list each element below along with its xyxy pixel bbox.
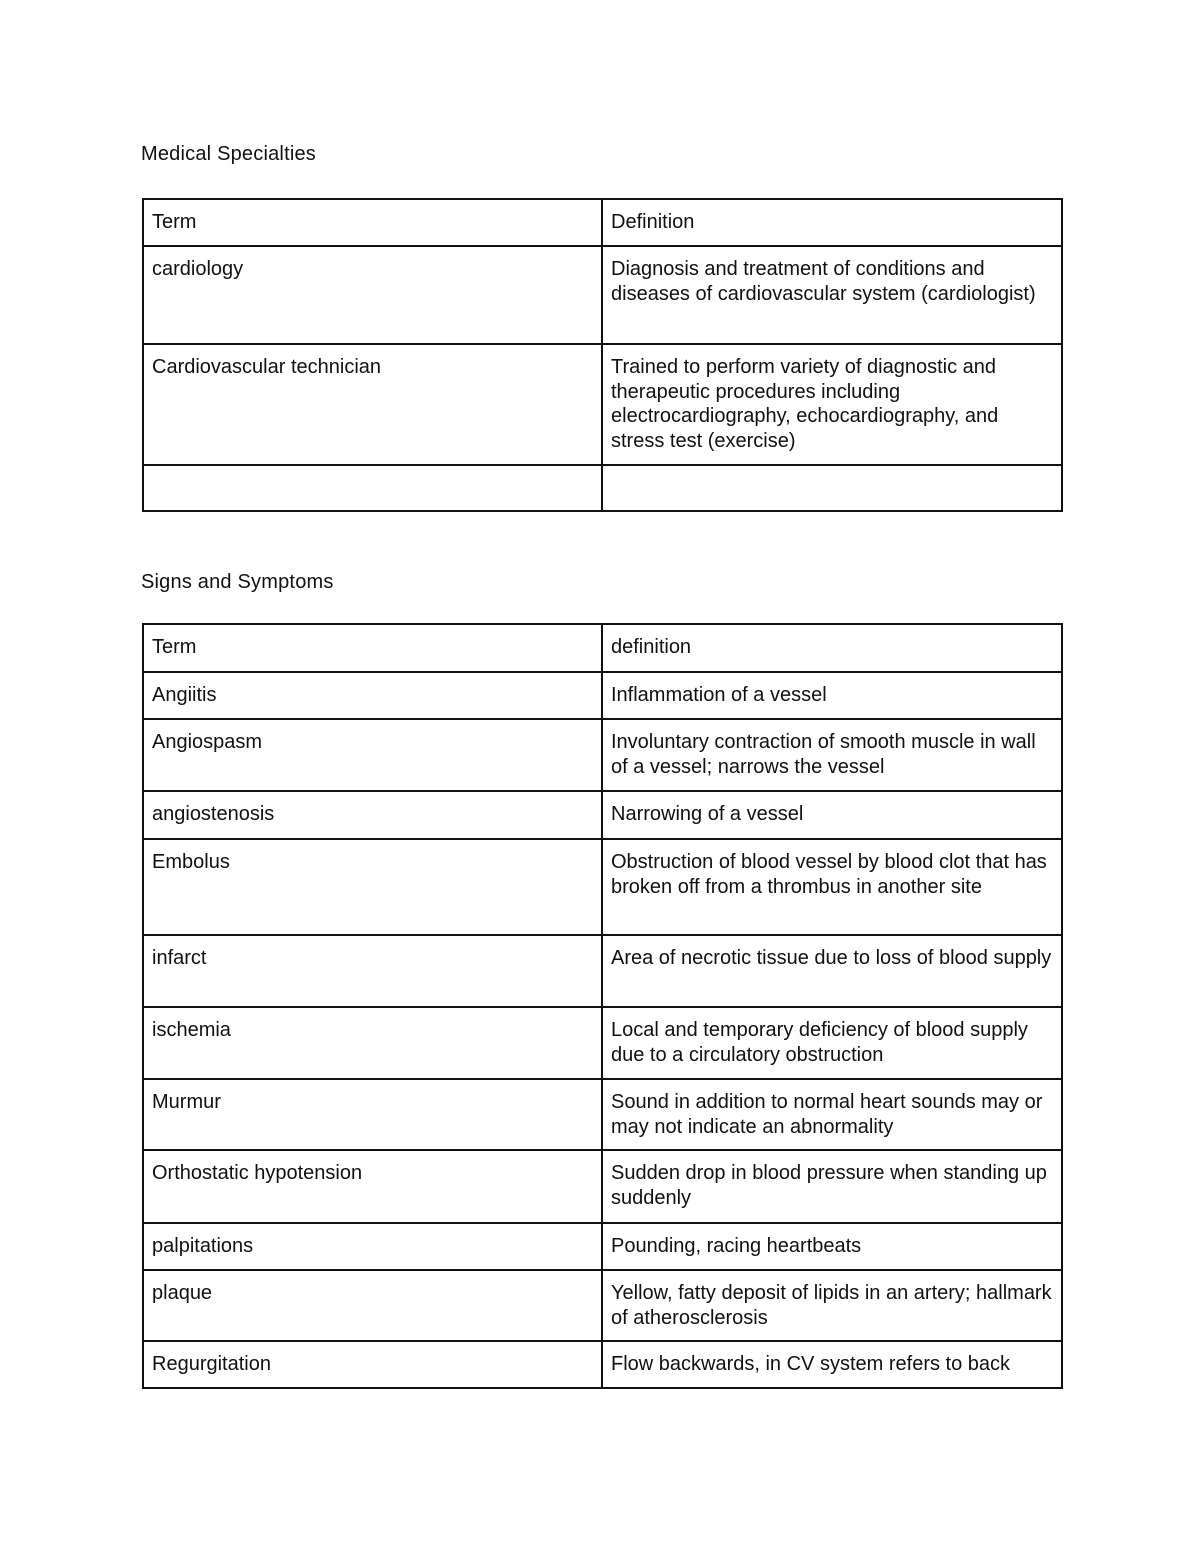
term-cell: Orthostatic hypotension	[143, 1150, 602, 1223]
table-row	[143, 465, 1062, 511]
definition-cell: Flow backwards, in CV system refers to back	[602, 1341, 1062, 1388]
table-header-row	[143, 624, 1062, 672]
table-row	[143, 1150, 1062, 1223]
term-cell: palpitations	[143, 1223, 602, 1270]
section-heading-signs-and-symptoms: Signs and Symptoms	[141, 571, 334, 593]
table-row	[143, 1341, 1062, 1388]
table-row	[143, 1223, 1062, 1270]
definition-cell: Sound in addition to normal heart sounds may or may not indicate an abnormality	[602, 1079, 1062, 1150]
signs-and-symptoms-table	[142, 623, 1063, 1389]
definition-cell: Pounding, racing heartbeats	[602, 1223, 1062, 1270]
medical-specialties-table	[142, 198, 1063, 512]
term-cell	[143, 465, 602, 511]
table-header-row	[143, 199, 1062, 246]
table-row	[143, 719, 1062, 791]
term-cell: Angiospasm	[143, 719, 602, 791]
term-header-cell: Term	[143, 199, 602, 246]
term-cell: infarct	[143, 935, 602, 1007]
term-header-cell: Term	[143, 624, 602, 672]
table-row	[143, 344, 1062, 465]
definition-cell: Diagnosis and treatment of conditions and diseases of cardiovascular system (cardiologist)	[602, 246, 1062, 344]
definition-cell: Involuntary contraction of smooth muscle in wall of a vessel; narrows the vessel	[602, 719, 1062, 791]
term-cell: Cardiovascular technician	[143, 344, 602, 465]
definition-cell: Area of necrotic tissue due to loss of blood supply	[602, 935, 1062, 1007]
definition-cell: Obstruction of blood vessel by blood clot that has broken off from a thrombus in another site	[602, 839, 1062, 935]
term-cell: Embolus	[143, 839, 602, 935]
table-row	[143, 1007, 1062, 1079]
term-cell: Murmur	[143, 1079, 602, 1150]
term-cell: angiostenosis	[143, 791, 602, 839]
table-row	[143, 935, 1062, 1007]
table-row	[143, 791, 1062, 839]
term-cell: Regurgitation	[143, 1341, 602, 1388]
definition-cell: Local and temporary deficiency of blood supply due to a circulatory obstruction	[602, 1007, 1062, 1079]
table-row	[143, 672, 1062, 719]
definition-cell: Trained to perform variety of diagnostic and therapeutic procedures including electrocardiography, echocardiography, and stress test (exercise)	[602, 344, 1062, 465]
term-cell: ischemia	[143, 1007, 602, 1079]
definition-cell	[602, 465, 1062, 511]
definition-cell: Sudden drop in blood pressure when standing up suddenly	[602, 1150, 1062, 1223]
table-row	[143, 1079, 1062, 1150]
table-row	[143, 246, 1062, 344]
definition-cell: Yellow, fatty deposit of lipids in an artery; hallmark of atherosclerosis	[602, 1270, 1062, 1341]
definition-cell: Narrowing of a vessel	[602, 791, 1062, 839]
section-heading-medical-specialties: Medical Specialties	[141, 143, 316, 165]
table-row	[143, 1270, 1062, 1341]
definition-cell: Inflammation of a vessel	[602, 672, 1062, 719]
term-cell: Angiitis	[143, 672, 602, 719]
term-cell: plaque	[143, 1270, 602, 1341]
term-cell: cardiology	[143, 246, 602, 344]
definition-header-cell: definition	[602, 624, 1062, 672]
table-row	[143, 839, 1062, 935]
definition-header-cell: Definition	[602, 199, 1062, 246]
